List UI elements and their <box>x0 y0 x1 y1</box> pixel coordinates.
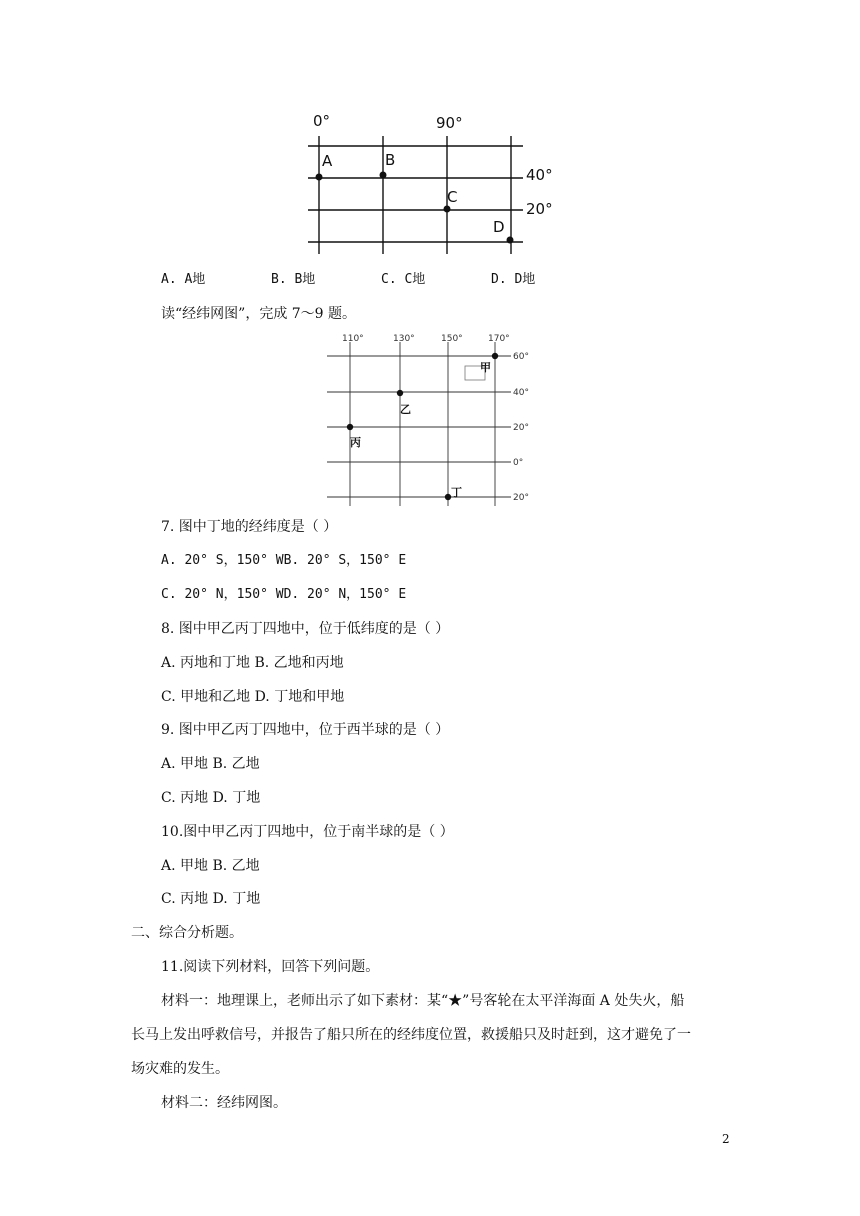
fig2-lat-label-0: 0° <box>513 458 524 468</box>
figure-2-graticule <box>325 330 545 508</box>
page-number: 2 <box>722 1132 730 1146</box>
q9-stem: 9. 图中甲乙丙丁四地中，位于西半球的是（ ） <box>161 722 450 738</box>
fig2-lat-label-40: 40° <box>513 388 529 398</box>
q11-stem: 11.阅读下列材料，回答下列问题。 <box>161 959 380 975</box>
q10-options-line-1: A. 甲地 B. 乙地 <box>161 858 260 874</box>
q6-option-c: C. C地 <box>381 272 426 287</box>
q8-stem: 8. 图中甲乙丙丁四地中，位于低纬度的是（ ） <box>161 621 450 637</box>
q6-option-d: D. D地 <box>491 272 536 287</box>
fig2-lat-label-60: 60° <box>513 352 529 362</box>
fig1-point-b: B <box>385 151 396 169</box>
q7-options-line-1: A. 20° S，150° WB. 20° S，150° E <box>161 553 407 568</box>
fig2-lon-label-170: 170° <box>488 334 510 344</box>
fig1-lon-label-0: 0° <box>313 112 331 130</box>
q6-option-a: A. A地 <box>161 272 206 287</box>
fig2-point-yi: 乙 <box>400 403 411 416</box>
intro-7-9: 读“经纬网图”，完成 7～9 题。 <box>161 306 357 322</box>
fig1-point-d: D <box>493 218 505 236</box>
fig1-lat-label-40: 40° <box>526 166 553 184</box>
fig1-lat-label-20: 20° <box>526 200 553 218</box>
section-2-title: 二、综合分析题。 <box>131 925 243 941</box>
q6-option-b: B. B地 <box>271 272 316 287</box>
q9-options-line-2: C. 丙地 D. 丁地 <box>161 790 261 806</box>
fig1-lon-label-90: 90° <box>436 114 463 132</box>
fig1-point-c: C <box>447 188 458 206</box>
fig2-lon-label-110: 110° <box>342 334 364 344</box>
material-1-line-3: 场灾难的发生。 <box>131 1061 229 1077</box>
q7-options-line-2: C. 20° N，150° WD. 20° N，150° E <box>161 587 407 602</box>
q10-stem: 10.图中甲乙丙丁四地中，位于南半球的是（ ） <box>161 824 454 840</box>
fig1-point-a: A <box>322 152 333 170</box>
fig2-point-bing: 丙 <box>350 436 361 449</box>
figure-1-graticule <box>300 108 570 258</box>
fig2-lat-label-20s: 20° <box>513 493 529 503</box>
fig2-point-jia: 甲 <box>480 361 491 374</box>
material-1-line-2: 长马上发出呼救信号，并报告了船只所在的经纬度位置，救援船只及时赶到，这才避免了一 <box>131 1027 691 1043</box>
material-1-line-1: 材料一：地理课上，老师出示了如下素材：某“★”号客轮在太平洋海面 A 处失火，船 <box>161 993 685 1009</box>
fig2-lon-label-130: 130° <box>393 334 415 344</box>
q9-options-line-1: A. 甲地 B. 乙地 <box>161 756 260 772</box>
fig2-point-ding: 丁 <box>451 486 462 499</box>
material-2: 材料二：经纬网图。 <box>161 1095 287 1111</box>
q7-stem: 7. 图中丁地的经纬度是（ ） <box>161 519 338 535</box>
q8-options-line-1: A. 丙地和丁地 B. 乙地和丙地 <box>161 655 344 671</box>
q10-options-line-2: C. 丙地 D. 丁地 <box>161 891 261 907</box>
fig2-lat-label-20n: 20° <box>513 423 529 433</box>
q8-options-line-2: C. 甲地和乙地 D. 丁地和甲地 <box>161 689 345 705</box>
fig2-lon-label-150: 150° <box>441 334 463 344</box>
